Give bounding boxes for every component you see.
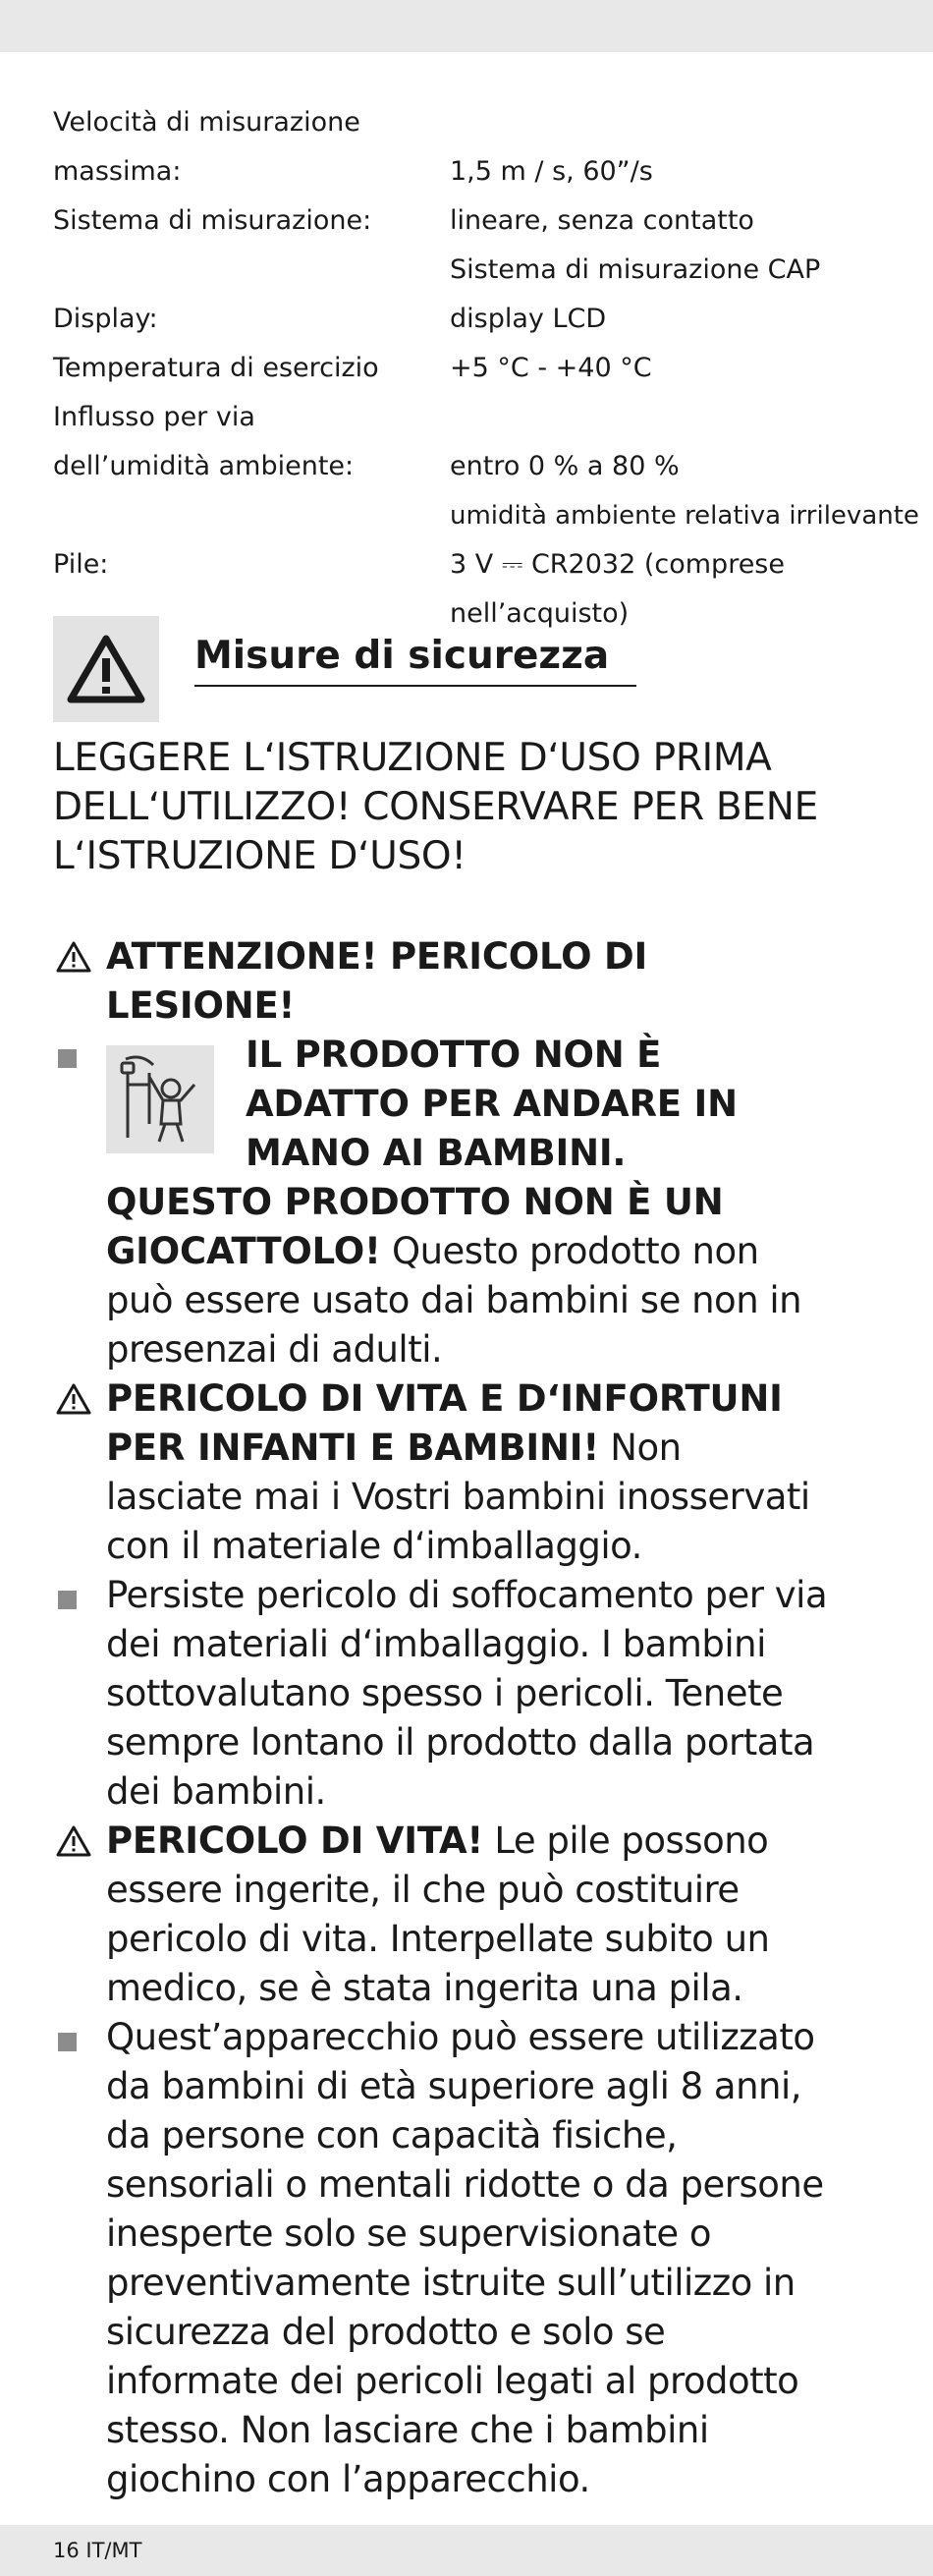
item-text: sempre lontano il prodotto dalla portata: [106, 1721, 815, 1764]
warning-triangle-icon: [55, 1382, 92, 1416]
warning-triangle-icon: [55, 940, 92, 974]
warning-text: essere ingerite, il che può costituire: [106, 1869, 740, 1911]
child-warning-panel: [106, 1045, 214, 1153]
section-title: Misure di sicurezza: [194, 634, 610, 678]
item-text: inesperte solo se supervisionate o: [106, 2212, 712, 2255]
child-warning-icon: [120, 1055, 200, 1146]
item-heading: ADATTO PER ANDARE IN: [246, 1083, 738, 1125]
section-title-underline: [194, 685, 636, 687]
page-footer: [0, 2525, 933, 2576]
item-heading: IL PRODOTTO NON È: [246, 1034, 662, 1076]
spec-value: lineare, senza contatto: [450, 205, 754, 236]
item-text: da persone con capacità fisiche,: [106, 2114, 678, 2156]
warning-heading: LESIONE!: [106, 984, 296, 1027]
spec-value: 1,5 m / s, 60”/s: [450, 156, 653, 187]
spec-value: 3 V ⎓ CR2032 (comprese: [450, 549, 785, 580]
item-text: stesso. Non lasciare che i bambini: [106, 2409, 709, 2451]
warning-heading: ATTENZIONE! PERICOLO DI: [106, 935, 648, 978]
item-text: sensoriali o mentali ridotte o da persone: [106, 2163, 824, 2206]
square-bullet-icon: [58, 2033, 77, 2051]
warning-text: lasciate mai i Vostri bambini inosservati: [106, 1476, 810, 1518]
item-text: GIOCATTOLO! Questo prodotto non: [106, 1230, 759, 1272]
spec-label: Temperatura di esercizio: [53, 353, 379, 383]
spec-value: +5 °C - +40 °C: [450, 353, 652, 383]
spec-label: Influsso per via: [53, 402, 255, 432]
spec-label: dell’umidità ambiente:: [53, 451, 355, 481]
item-text: da bambini di età superiore agli 8 anni,: [106, 2065, 802, 2107]
square-bullet-icon: [58, 1049, 77, 1068]
warning-text: PERICOLO DI VITA! Le pile possono: [106, 1820, 769, 1862]
warning-text: medico, se è stata ingerita una pila.: [106, 1967, 743, 2009]
spec-value: entro 0 % a 80 %: [450, 451, 680, 481]
item-text: dei materiali d‘imballaggio. I bambini: [106, 1623, 766, 1665]
item-text: preventivamente istruite sull’utilizzo in: [106, 2262, 796, 2304]
item-text: Persiste pericolo di soffocamento per via: [106, 1574, 828, 1616]
item-text: presenzai di adulti.: [106, 1328, 443, 1371]
item-heading: QUESTO PRODOTTO NON È UN: [106, 1181, 724, 1223]
item-text: Quest’apparecchio può essere utilizzato: [106, 2016, 815, 2058]
spec-value: Sistema di misurazione CAP: [450, 254, 821, 285]
warning-text: PER INFANTI E BAMBINI! Non: [106, 1427, 682, 1469]
warning-heading: PERICOLO DI VITA E D‘INFORTUNI: [106, 1377, 783, 1420]
spec-label: Velocità di misurazione: [53, 107, 360, 138]
spec-label: Pile:: [53, 549, 109, 580]
warning-triangle-icon: [55, 1824, 92, 1858]
item-heading: MANO AI BAMBINI.: [246, 1132, 627, 1174]
intro-line: L‘ISTRUZIONE D‘USO!: [53, 834, 466, 878]
intro-line: LEGGERE L‘ISTRUZIONE D‘USO PRIMA: [53, 736, 772, 780]
spec-label: Sistema di misurazione:: [53, 205, 372, 236]
spec-label: Display:: [53, 304, 158, 334]
square-bullet-icon: [58, 1591, 77, 1609]
spec-value: umidità ambiente relativa irrilevante: [450, 501, 919, 531]
page-number: 16 IT/MT: [53, 2539, 142, 2562]
spec-value: nell’acquisto): [450, 598, 630, 629]
item-text: dei bambini.: [106, 1770, 326, 1813]
item-text: può essere usato dai bambini se non in: [106, 1279, 802, 1321]
item-text: informate dei pericoli legati al prodotto: [106, 2360, 799, 2402]
intro-line: DELL‘UTILIZZO! CONSERVARE PER BENE: [53, 785, 818, 829]
spec-value: display LCD: [450, 304, 607, 334]
item-text: sottovalutano spesso i pericoli. Tenete: [106, 1672, 784, 1714]
warning-triangle-icon: [66, 634, 146, 704]
warning-text: con il materiale d‘imballaggio.: [106, 1525, 642, 1567]
item-text: sicurezza del prodotto e solo se: [106, 2311, 666, 2353]
warning-text: pericolo di vita. Interpellate subito un: [106, 1918, 770, 1960]
top-bar: [0, 0, 933, 52]
warning-panel: [53, 616, 159, 722]
item-text: giochino con l’apparecchio.: [106, 2458, 590, 2500]
spec-label: massima:: [53, 156, 182, 187]
